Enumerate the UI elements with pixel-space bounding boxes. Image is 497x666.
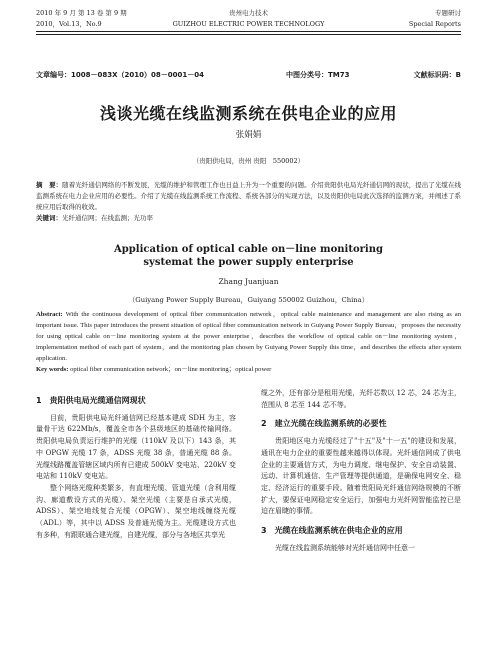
paper-title: 浅谈光缆在线监测系统在供电企业的应用	[99, 104, 397, 123]
keywords-label: 关键词：	[36, 214, 62, 222]
abstract-label: 摘 要：	[36, 181, 63, 189]
keywords-en-text: optical fiber communication network；on－line monitoring；optical power	[70, 366, 272, 373]
abstract-cn	[36, 180, 461, 224]
journal-name-cn: 贵州电力技术	[229, 9, 268, 17]
english-affiliation: （Guiyang Power Supply Bureau，Guiyang 550002 Guizhou，China）	[128, 296, 369, 304]
journal-volume: 2010，Vol.13，No.9	[36, 20, 102, 28]
section-2-heading: 2 建立光缆在线监测系统的必要性	[261, 419, 387, 429]
section-name-en: Special Reports	[408, 20, 461, 28]
author: 张娟娟	[235, 130, 262, 140]
abstract-en	[36, 309, 461, 375]
body-column-right	[261, 388, 461, 554]
keywords-en-label: Key words:	[36, 366, 69, 373]
keywords-text: 光纤通信网；在线监测；光功率	[62, 214, 153, 222]
affiliation: （贵阳供电局，贵州 贵阳 550002）	[192, 157, 305, 165]
abstract-en-text: With the continuous development of optical fiber communication network，optical cable maintenance and management are also rising as an important issue. This paper introduces the present situation of optical fiber communication network in Guiyang Power Supply Bureau，proposes the necessity for using optical cable on－line monitoring system at the power enterprise，describes the workflow of optical cable on－line monitoring system，implementation method of each part of system，and the monitoring plan chosen by Guiyang Power Supply this time，and describes the effects after system application.	[36, 311, 461, 362]
english-title-line1: Application of optical cable on－line monitoring	[114, 244, 383, 255]
english-title-line2: systemat the power supply enterprise	[143, 257, 354, 268]
body-paragraph: 目前，贵阳供电局光纤通信网已经基本建成 SDH 为主，容量骨干达 622Mb/s，覆盖全市各个县级地区的基础传输网络。贵阳供电局负责运行维护的光缆（110kV 及以下）143 条，其中 OPGW 光缆 17 条，ADSS 光缆 38 条，普通光缆 88 条。光缆线路覆盖管辖区域内所有已建成 500kV 变电站、220kV 变电站和 110kV 变电站。	[36, 413, 236, 481]
body-paragraph: 缆之外，还有部分是租用光缆，光纤芯数以 12 芯，24 芯为主，范围从 8 芯至 144 芯不等。	[261, 389, 461, 409]
journal-name-en: GUIZHOU ELECTRIC POWER TECHNOLOGY	[172, 20, 325, 28]
abstract-text: 随着光纤通信网络的不断发展，光缆的维护和管理工作也日益上升为一个重要的问题。介绍贵阳供电局光纤通信网的现状，提出了光缆在线监测系统在电力企业应用的必要性。介绍了光缆在线监测系统工作流程、系统各部分的实现方法，以及贵阳供电局此次选择的监测方案，并阐述了系统应用后取得的收效。	[36, 181, 461, 211]
body-paragraph: 光缆在线监测系统能够对光纤通信网中任意一	[275, 543, 415, 552]
body-paragraph: 贵阳地区电力光缆经过了"十五"及"十一五"的建设和发展，通讯在电力企业的重要性越来越得以体现。光纤通信网成了供电企业的主要通信方式，为电力调度、继电保护、安全自动装置、远动、计算机通信、生产管理等提供通道，是确保电网安全、稳定、经济运行的重要手段。随着贵阳局光纤通信网络规模的不断扩大，要保证电网稳定安全运行，加强电力光纤网智能监控已是迫在眉睫的事情。	[261, 437, 461, 516]
header-rule-thin	[36, 34, 461, 35]
document-code: 文献标识码：B	[413, 71, 461, 79]
section-1-heading: 1 贵阳供电局光缆通信网现状	[36, 396, 146, 405]
header-rule	[36, 31, 461, 32]
section-3-heading: 3 光缆在线监测系统在供电企业的应用	[261, 526, 403, 536]
english-author: Zhang Juanjuan	[218, 277, 279, 286]
body-column-left	[36, 388, 236, 541]
journal-issue: 2010 年 9 月 第 13 卷 第 9 期	[36, 9, 127, 17]
article-number: 文章编号：1008－083X（2010）08－0001－04	[36, 71, 204, 79]
section-name-cn: 专题研讨	[435, 9, 461, 17]
body-paragraph: 整个网络光缆种类繁多，有直埋光缆、管道光缆（含利用缆沟、廊道敷设方式的光缆）、架空光缆（主要是自承式光缆，ADSS）、架空地线复合光缆（OPGW）、架空地线缠绕光缆（ADL）等，其中以 ADSS 及普通光缆为主。光缆建设方式也有多种，有跟联通合建光缆，自建光缆，部分与各地区共享光	[36, 483, 236, 539]
clc-number: 中图分类号：TM73	[286, 71, 350, 79]
abstract-en-label: Abstract:	[36, 311, 63, 318]
english-title	[0, 243, 497, 269]
